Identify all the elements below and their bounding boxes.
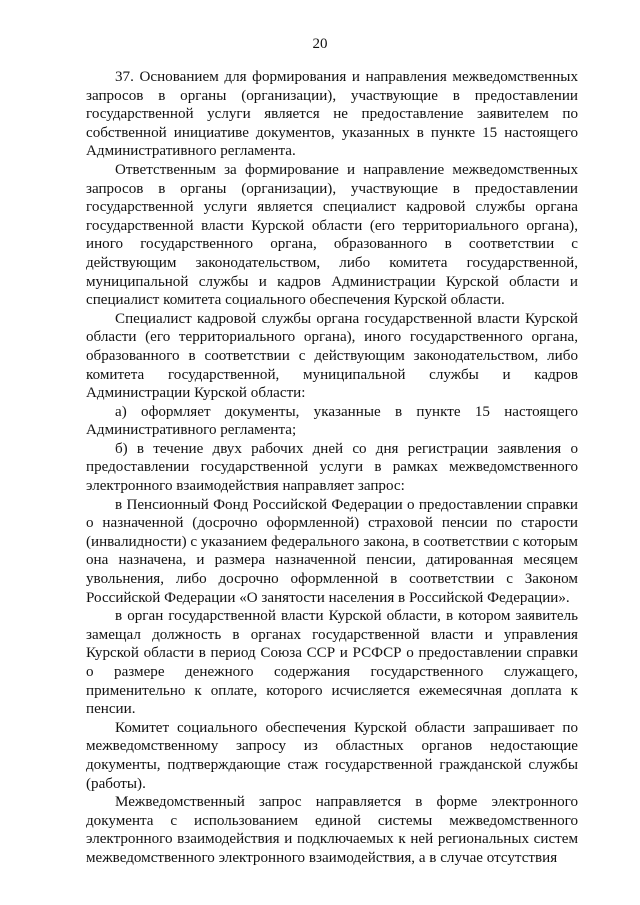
page-number: 20 xyxy=(312,36,328,52)
paragraph-pension-fund: в Пенсионный Фонд Российской Федерации о предоставлении справки о назначенной (досрочно оформленной) страховой пенсии по старости (инвалидности) с указанием федерального закона, в соответствии с которым она назначена, и размера назначенной пенсии, датированная месяцем увольнения, либо досрочно оформленной в соответствии с Законом Российской Федерации «О занятости населения в Российской Федерации». xyxy=(86,496,578,606)
paragraph-item-b: б) в течение двух рабочих дней со дня регистрации заявления о предоставлении государственной услуги в рамках межведомственного электронного взаимодействия направляет запрос: xyxy=(86,440,578,495)
paragraph-responsible: Ответственным за формирование и направление межведомственных запросов в органы (организации), участвующие в предоставлении государственной услуги является специалист кадровой службы органа государственной власти Курской области (его территориального органа), иного государственного органа, образованного в соответствии с действующим законодательством, либо комитета государственной, муниципальной службы и кадров Администрации Курской области и специалист комитета социального обеспечения Курской области. xyxy=(86,161,578,309)
paragraph-hr-specialist: Специалист кадровой службы органа государственной власти Курской области (его территориального органа), иного государственного органа, образованного в соответствии с действующим законодательством, либо комитета государственной, муниципальной службы и кадров Администрации Курской области: xyxy=(86,310,578,402)
paragraph-interagency-request: Межведомственный запрос направляется в форме электронного документа с использованием единой системы межведомственного электронного взаимодействия и подключаемых к ней региональных систем межведомственного электронного взаимодействия, а в случае отсутствия xyxy=(86,794,578,866)
paragraph-item-a: а) оформляет документы, указанные в пункте 15 настоящего Административного регламента; xyxy=(86,403,578,439)
paragraph-state-authority: в орган государственной власти Курской области, в котором заявитель замещал должность в органах государственной власти и управления Курской области в период Союза ССР и РСФСР о предоставлении справки о размере денежного содержания государственного служащего, применительно к оплате, которого исчисляется ежемесячная доплата к пенсии. xyxy=(86,608,578,718)
paragraph-37-basis: 37. Основанием для формирования и направления межведомственных запросов в органы (организации), участвующие в предоставлении государственной услуги является не предоставление заявителем по собственной инициативе документов, указанных в пункте 15 настоящего Административного регламента. xyxy=(86,69,578,160)
document-body xyxy=(86,68,578,868)
paragraph-social-committee: Комитет социального обеспечения Курской области запрашивает по межведомственному запросу из областных органов недостающие документы, подтверждающие стаж государственной гражданской службы (работы). xyxy=(86,719,578,792)
